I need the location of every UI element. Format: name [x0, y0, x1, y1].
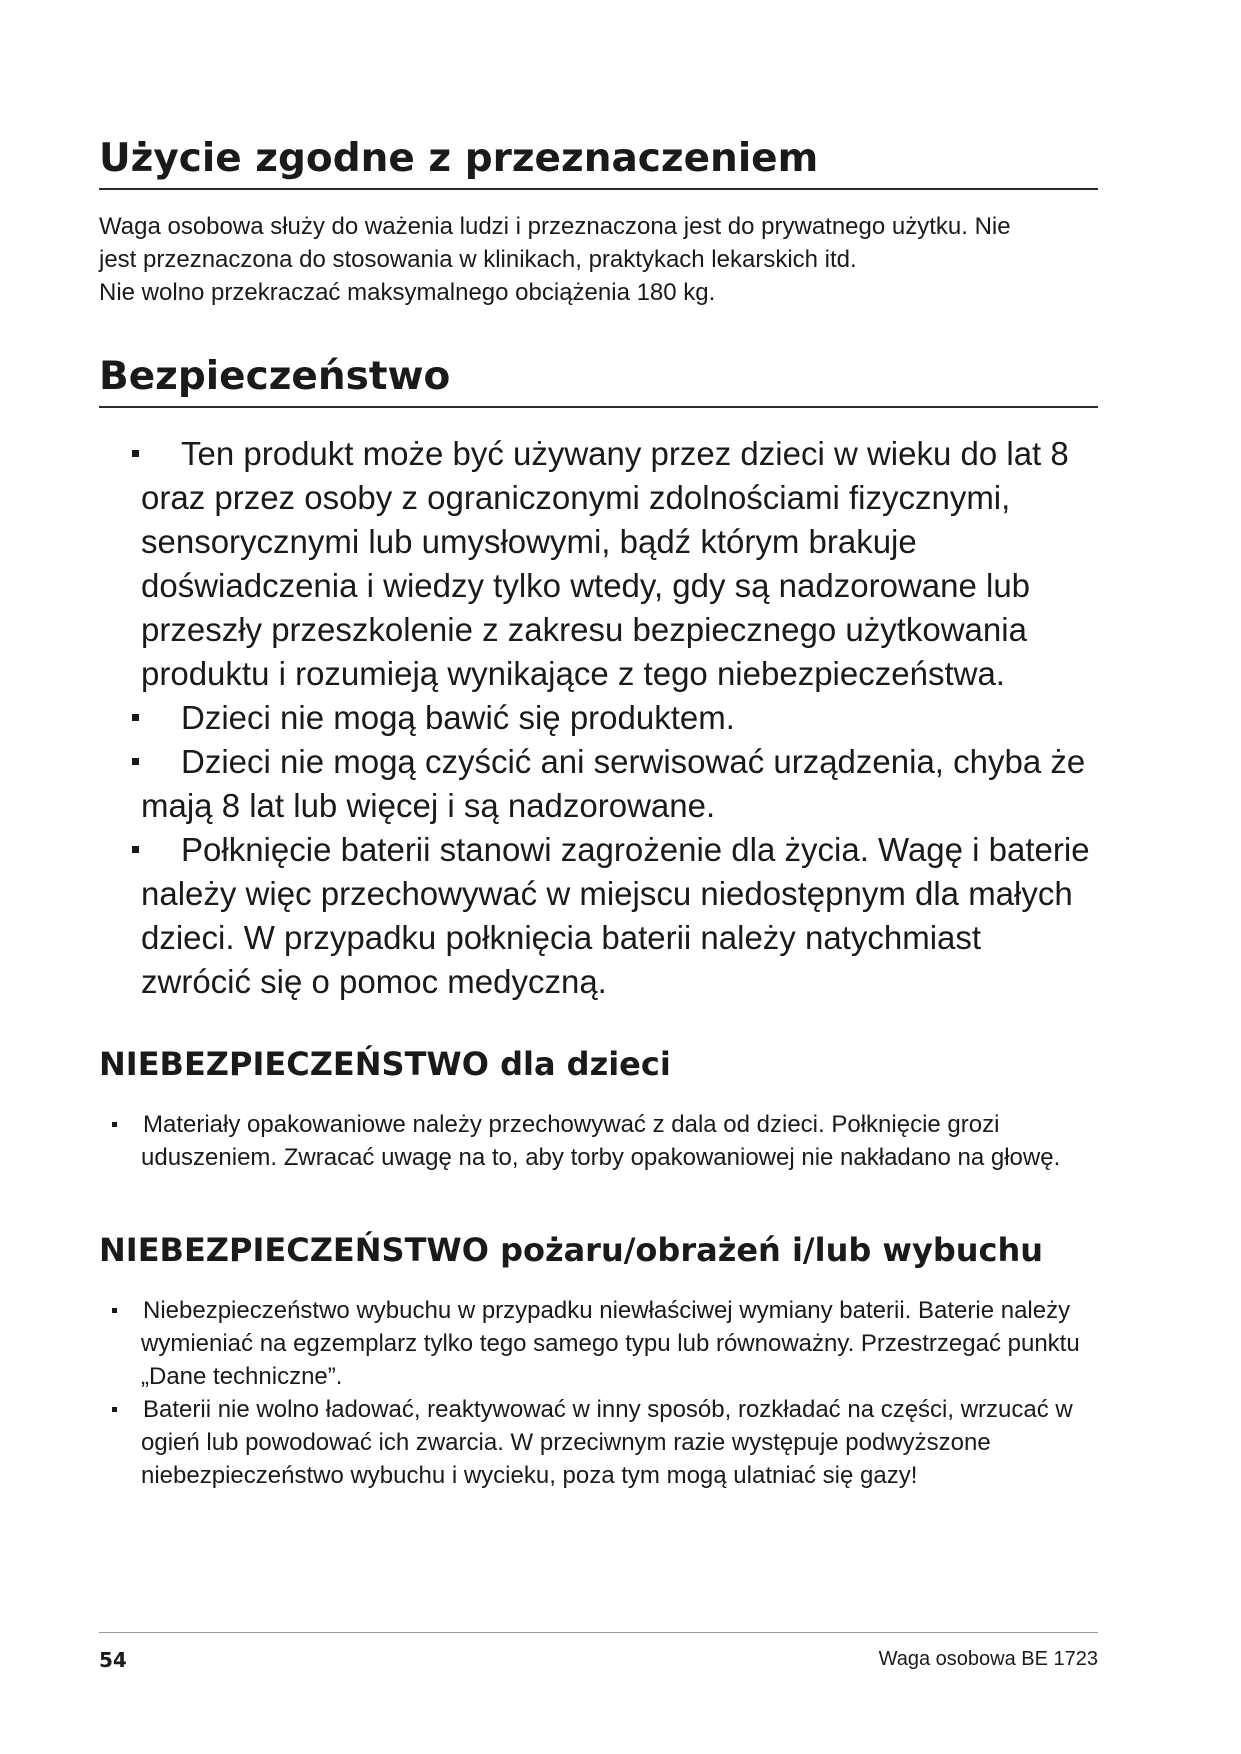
heading-danger-fire: NIEBEZPIECZEŃSTWO pożaru/obrażeń i/lub wybuchu: [99, 1231, 1044, 1269]
page-number: 54: [99, 1648, 127, 1672]
danger-fire-list: [99, 1294, 1098, 1492]
square-bullet-icon: [112, 1308, 117, 1313]
heading-danger-children: NIEBEZPIECZEŃSTWO dla dzieci: [99, 1045, 671, 1083]
list-item-text: Ten produkt może być używany przez dzieci w wieku do lat 8 oraz przez osoby z ograniczonymi zdolnościami fizycznymi, sensorycznymi lub umysłowymi, bądź którym brakuje doświadczenia i wiedzy tylko wtedy, gdy są nadzorowane lub przeszły przeszkolenie z zakresu bezpiecznego użytkowania produktu i rozumieją wynikające z tego niebezpieczeństwa.: [141, 435, 1069, 692]
heading-safety: Bezpieczeństwo: [99, 352, 1098, 408]
list-item-text: Dzieci nie mogą bawić się produktem.: [181, 699, 735, 736]
square-bullet-icon: [132, 714, 139, 721]
square-bullet-icon: [132, 758, 139, 765]
footer-product-title: Waga osobowa BE 1723: [878, 1648, 1098, 1670]
list-item-text: Dzieci nie mogą czyścić ani serwisować urządzenia, chyba że mają 8 lat lub więcej i są nadzorowane.: [141, 743, 1086, 824]
danger-children-list: [99, 1108, 1098, 1174]
square-bullet-icon: [132, 846, 139, 853]
list-item: [99, 696, 1098, 740]
footer-divider: [99, 1632, 1098, 1633]
list-item-text: Baterii nie wolno ładować, reaktywować w inny sposób, rozkładać na części, wrzucać w ogień lub powodować ich zwarcia. W przeciwnym razie występuje podwyższone niebezpieczeństwo wybuchu i wycieku, poza tym mogą ulatniać się gazy!: [141, 1396, 1073, 1489]
list-item: [99, 828, 1098, 1004]
paragraph-line: Waga osobowa służy do ważenia ludzi i przeznaczona jest do prywatnego użytku. Nie: [99, 213, 1011, 240]
square-bullet-icon: [112, 1122, 117, 1127]
list-item: [99, 1108, 1098, 1174]
list-item: [99, 1294, 1098, 1393]
list-item: [99, 432, 1098, 696]
intended-use-paragraph: [99, 210, 1099, 309]
list-item-text: Materiały opakowaniowe należy przechowywać z dala od dzieci. Połknięcie grozi uduszeniem. Zwracać uwagę na to, aby torby opakowaniowej nie nakładano na głowę.: [141, 1111, 1061, 1171]
square-bullet-icon: [132, 450, 139, 457]
list-item-text: Połknięcie baterii stanowi zagrożenie dla życia. Wagę i baterie należy więc przechowywać w miejscu niedostępnym dla małych dzieci. W przypadku połknięcia baterii należy natychmiast zwrócić się o pomoc medyczną.: [141, 831, 1090, 1000]
square-bullet-icon: [112, 1407, 117, 1412]
manual-page: [99, 0, 1098, 1754]
paragraph-line: jest przeznaczona do stosowania w klinikach, praktykach lekarskich itd.: [99, 246, 857, 273]
list-item: [99, 740, 1098, 828]
heading-intended-use: Użycie zgodne z przeznaczeniem: [99, 134, 1098, 190]
paragraph-line: Nie wolno przekraczać maksymalnego obciążenia 180 kg.: [99, 279, 716, 306]
list-item-text: Niebezpieczeństwo wybuchu w przypadku niewłaściwej wymiany baterii. Baterie należy wymieniać na egzemplarz tylko tego samego typu lub równoważny. Przestrzegać punktu „Dane techniczne”.: [141, 1297, 1080, 1390]
list-item: [99, 1393, 1098, 1492]
safety-list: [99, 432, 1098, 1004]
